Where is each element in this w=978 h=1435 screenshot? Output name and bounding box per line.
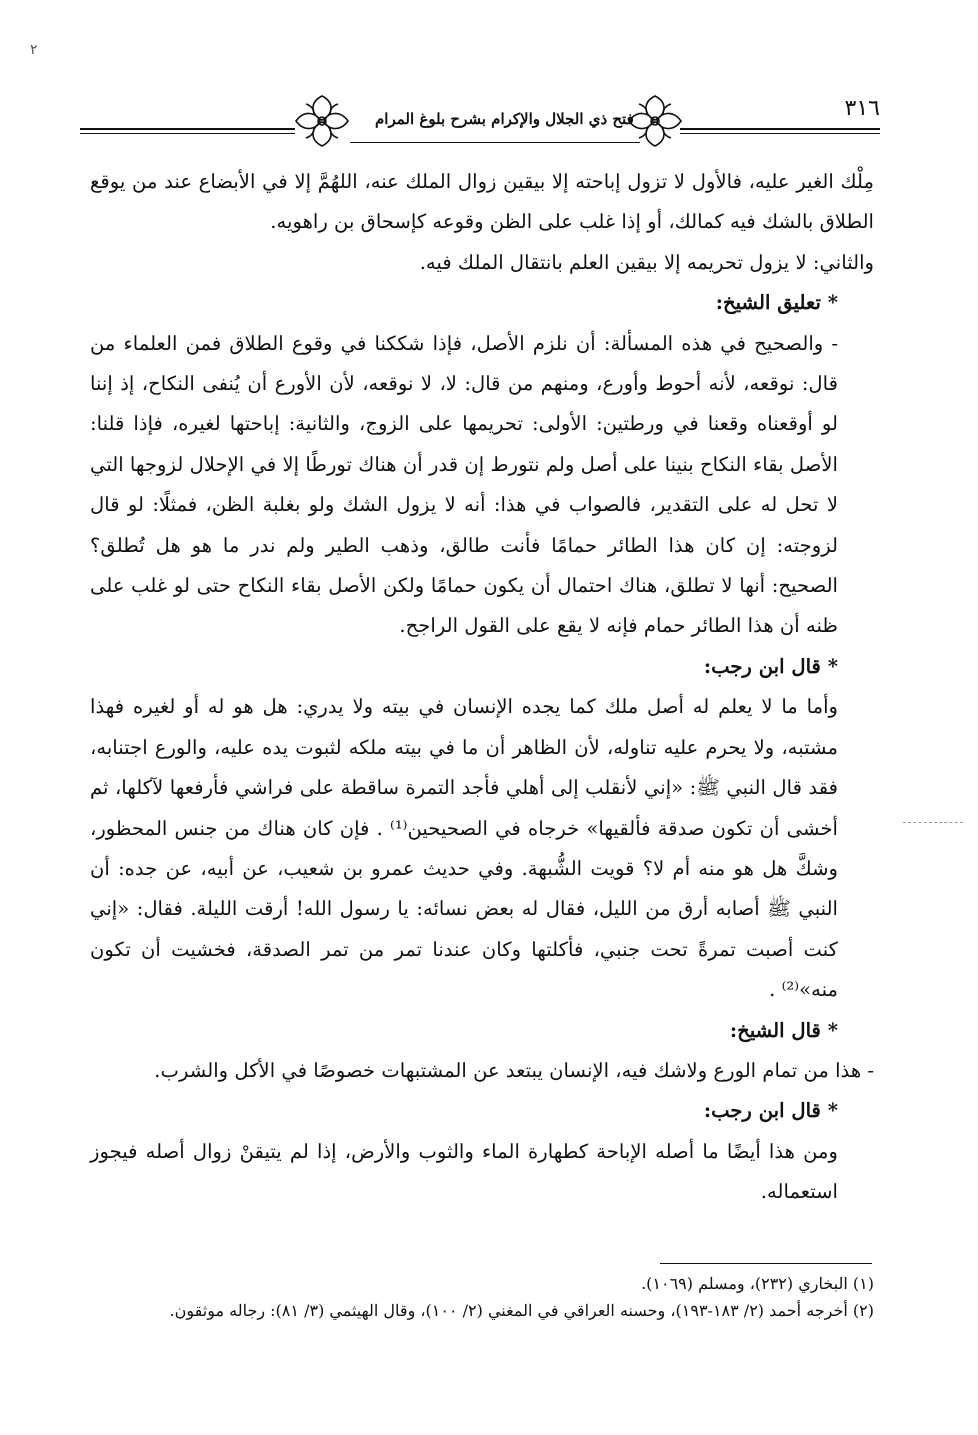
- header-rule-left-thin: [80, 133, 295, 134]
- paragraph: ومن هذا أيضًا ما أصله الإباحة كطهارة الماء والثوب والأرض، إذا لم يتيقنْ زوال أصله فيجوز استعماله.: [90, 1139, 838, 1204]
- paragraph: - والصحيح في هذه المسألة: أن نلزم الأصل، فإذا شككنا في وقوع الطلاق فمن العلماء من قال: نوقعه، لأنه أحوط وأورع، ومنهم من قال: لا، لا نوقعه، لأن الأورع أن يُنفى النكاح، إذ إننا لو أوقعناه وقعنا في ورطتين: الأولى: تحريمها على الزوج، والثانية: إباحتها لغيره، فإذا قلنا: الأصل بقاء النكاح بنينا على أصل ولم نتورط إن قدر أن هناك تورطًا إلا في الإحلال لزوجها التي لا تحل له على التقدير، فالصواب في هذا: أنه لا يزول الشك ولو بغلبة الظن، فمثلًا: لو قال لزوجته: إن كان هذا الطائر حمامًا فأنت طالق، وذهب الطير ولم ندر ما هو هل تُطلق؟ الصحيح: أنها لا تطلق، هناك احتمال أن يكون حمامًا ولكن الأصل بقاء النكاح حتى لو غلب على ظنه أن هذا الطائر حمام فإنه لا يقع على القول الراجح.: [90, 331, 838, 638]
- arabesque-ornament-icon: [625, 92, 685, 150]
- arabesque-ornament-icon: [292, 92, 352, 150]
- running-title: فتح ذي الجلال والإكرام بشرح بلوغ المرام: [375, 110, 634, 128]
- margin-mark: [903, 822, 963, 823]
- page-number: ٣١٦: [844, 96, 880, 121]
- footnote: (٢) أخرجه أحمد (٢/ ١٨٣-١٩٣)، وحسنه العراقي في المغني (٢/ ١٠٠)، وقال الهيثمي (٣/ ٨١): رجاله موثقون.: [169, 1301, 874, 1320]
- footnotes: [90, 1270, 874, 1324]
- footnote: (١) البخاري (٢٣٢)، ومسلم (١٠٦٩).: [641, 1274, 874, 1293]
- paragraph: وأما ما لا يعلم له أصل ملك كما يجده الإنسان في بيته ولا يدري: هل هو له أو لغيره فهذا مشتبه، ولا يحرم عليه تناوله، لأن الظاهر أن ما في بيته ملكه لثبوت يده عليه، والورع اجتنابه، فقد قال النبي ﷺ: «إني لأنقلب إلى أهلي فأجد التمرة ساقطة على فراشي فأرفعها لآكلها، ثم أخشى أن تكون صدقة فألقيها» خرجاه في الصحيحين⁽¹⁾ . فإن كان هناك من جنس المحظور، وشكَّ هل هو منه أم لا؟ قويت الشُّبهة. وفي حديث عمرو بن شعيب، عن أبيه، عن جده: أن النبي ﷺ أصابه أرق من الليل، فقال له بعض نسائه: يا رسول الله! أرقت الليلة. فقال: «إني كنت أصبت تمرةً تحت جنبي، فأكلتها وكان عندنا تمر من تمر الصدقة، فخشيت أن تكون منه»⁽²⁾ .: [90, 695, 838, 1002]
- paragraph: - هذا من تمام الورع ولاشك فيه، الإنسان يبتعد عن المشتبهات خصوصًا في الأكل والشرب.: [154, 1058, 874, 1082]
- header-rule-right-thin: [680, 133, 880, 134]
- page-header: [80, 92, 880, 150]
- main-text: [90, 162, 874, 1213]
- header-rule-under-title: [350, 142, 640, 143]
- section-heading: * قال ابن رجب:: [703, 654, 838, 678]
- header-rule-right: [680, 128, 880, 130]
- section-heading: * تعليق الشيخ:: [715, 291, 838, 315]
- section-heading: * قال ابن رجب:: [703, 1099, 838, 1123]
- corner-mark: ٢: [30, 42, 38, 58]
- paragraph: مِلْك الغير عليه، فالأول لا تزول إباحته إلا بيقين زوال الملك عنه، اللهُمَّ إلا في الأبضاع عند من يوقع الطلاق بالشك فيه كمالك، أو إذا غلب على الظن وقوعه كإسحاق بن راهويه.: [90, 170, 874, 234]
- header-rule-left: [80, 128, 295, 130]
- footnote-separator: [660, 1263, 872, 1264]
- section-heading: * قال الشيخ:: [729, 1018, 838, 1042]
- paragraph: والثاني: لا يزول تحريمه إلا بيقين العلم بانتقال الملك فيه.: [419, 250, 874, 274]
